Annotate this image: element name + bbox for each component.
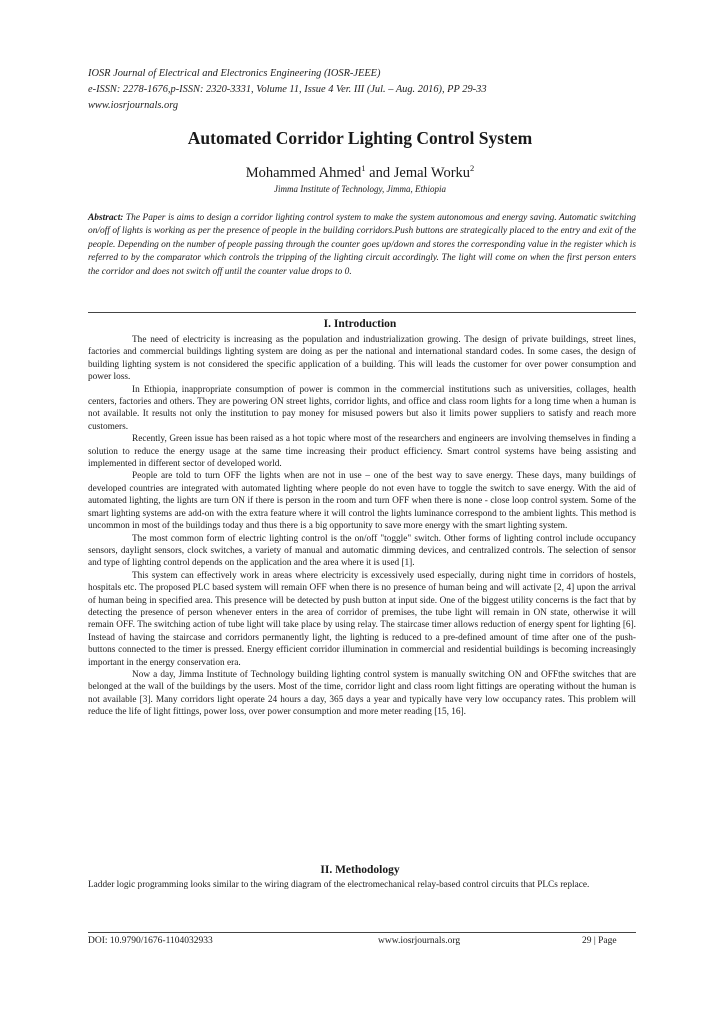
section-2-body [88, 879, 636, 891]
intro-paragraph-4: People are told to turn OFF the lights when are not in use – one of the best way to save energy. These days, many buildings of developed countries are integrated with automated lighting where people do not even have to toggle the switch to save energy. With the aid of automated lighting, the lights are turn ON if there is person in the room and turn OFF when there is none - close loop control system. Some of the smart lighting systems are add-on with the extra feature where it will control the lights luminance correspond to the ambient lights. This method is uncommon in most of the buildings today and thus there is a big opportunity to save more energy with the smart lighting system. [88, 471, 636, 532]
intro-paragraph-1: The need of electricity is increasing as the population and industrialization growing. The design of private buildings, street lines, factories and commercial buildings lighting system are doing as per the national and international standard codes. In some cases, the design of building lighting system is not considered the specific application of a building. This will leads the customer for over power consumption and power loss. [88, 335, 636, 383]
author-2-affil-mark: 2 [470, 163, 475, 173]
footer-divider [88, 932, 636, 933]
author-1-affil-mark: 1 [361, 163, 366, 173]
abstract-text: The Paper is aims to design a corridor lighting control system to make the system autonomous and energy saving. Automatic switching on/off of lights is working as per the presence of people in the building corridors.Push buttons are strategically placed to the entry and exit of the people. Depending on the number of people passing through the counter goes up/down and stores the corresponding value in the register which is referred to by the comparator which controls the tripping of the lighting circuit accordingly. The light will come on when the first person enters the corridor and does not switch off until the counter value drops to 0. [88, 213, 636, 277]
footer-site[interactable]: www.iosrjournals.org [378, 936, 461, 946]
author-2: Jemal Worku [393, 164, 471, 181]
affiliation: Jimma Institute of Technology, Jimma, Ethiopia [274, 184, 446, 194]
abstract-divider [88, 312, 636, 313]
journal-url[interactable]: www.iosrjournals.org [88, 100, 179, 111]
intro-paragraph-3: Recently, Green issue has been raised as a hot topic where most of the researchers and engineers are involving themselves in finding a solution to reduce the energy usage at the same time increasing their product efficiency. Smart control systems have being assisting and implemented in different sector of developed world. [88, 434, 636, 470]
author-1: Mohammed Ahmed [245, 164, 362, 181]
intro-paragraph-6: This system can effectively work in areas where electricity is excessively used especially, during night time in corridors of hostels, hospitals etc. The proposed PLC based system will remain OFF when there is no presence of human being and will activate [2, 4] upon the arrival of human being in specified area. This presence will be detected by push button at input side. One of the biggest utility concerns is the fact that by detecting the presence of person whenever enters in the area of corridor of premises, the tube light will remain in ON state, otherwise it will remain OFF. The switching action of tube light will take place by using relay. The staircase timer allows reduction of energy spent for lighting [6]. Instead of having the staircase and corridors permanently light, the lighting is reduced to a pre-defined amount of time after one of the push-buttons connected to the timer is pressed. Energy efficient corridor illumination in commercial and residential buildings is becoming increasingly important in the energy conservation era. [88, 570, 636, 668]
section-1-heading: I. Introduction [323, 318, 397, 330]
section-1-body [88, 334, 636, 719]
footer-doi: DOI: 10.9790/1676-1104032933 [88, 936, 213, 946]
footer-page-number: 29 | Page [582, 936, 617, 946]
author-conjunction: and [365, 164, 394, 181]
journal-header [88, 66, 648, 114]
author-line [0, 163, 720, 182]
methodology-paragraph: Ladder logic programming looks similar to the wiring diagram of the electromechanical relay-based control circuits that PLCs replace. [88, 880, 590, 890]
intro-paragraph-2: In Ethiopia, inappropriate consumption of power is common in the commercial institutions such as universities, collages, health centers, factories and others. They are powering ON street lights, corridor lights, and office and class room lights for a long time when a human is not available. It results not only the institution to pay money for misused powers but also it limits power suppliers to satisfy and reach more customers. [88, 384, 636, 432]
abstract-label: Abstract: [88, 213, 124, 223]
section-2-heading: II. Methodology [320, 864, 400, 876]
journal-name: IOSR Journal of Electrical and Electronics Engineering (IOSR-JEEE) [88, 68, 381, 79]
intro-paragraph-7: Now a day, Jimma Institute of Technology building lighting control system is manually switching ON and OFFthe switches that are belonged at the wall of the buildings by the users. Most of the time, corridor light and class room light fittings are operating without the human is not available [3]. Many corridors light operate 24 hours a day, 365 days a year and typically have very low occupancy rates. This problem will reduce the life of light fittings, power loss, over power consumption and more meter reading [15, 16]. [88, 669, 636, 718]
paper-title: Automated Corridor Lighting Control System [187, 128, 533, 148]
abstract [88, 212, 636, 279]
intro-paragraph-5: The most common form of electric lighting control is the on/off "toggle" switch. Other forms of lighting control include occupancy sensors, daylight sensors, clock switches, a variety of manual and automatic dimming devices, and centralized controls. The selection of sensor and type of lighting control depends on the application and the area where it is used [1]. [88, 533, 636, 569]
journal-issn: e-ISSN: 2278-1676,p-ISSN: 2320-3331, Volume 11, Issue 4 Ver. III (Jul. – Aug. 2016), PP 29-33 [88, 84, 487, 95]
